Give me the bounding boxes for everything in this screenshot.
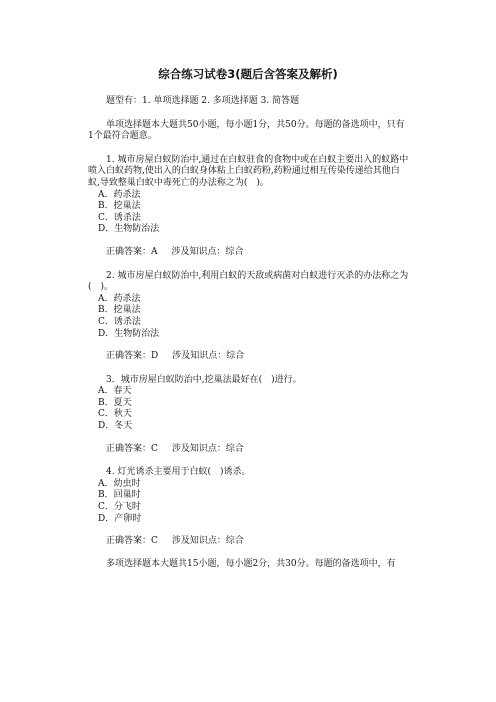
option-c: C．诱杀法 <box>98 316 141 327</box>
knowledge-point: 涉及知识点：综合 <box>171 536 244 547</box>
question-types-line: 题型有：1. 单项选择题 2. 多项选择题 3. 简答题 <box>106 96 300 106</box>
answer-line <box>88 247 410 259</box>
document-body <box>88 96 410 570</box>
option-a: A．幼虫时 <box>98 478 141 489</box>
question-text: 3．城市房屋白蚁防治中,挖巢法最好在( )进行。 <box>106 374 302 385</box>
option-b: B．夏天 <box>98 397 132 408</box>
option-c: C．秋天 <box>98 409 132 420</box>
option-d: D．生物防治法 <box>98 328 160 339</box>
question-4 <box>88 467 410 548</box>
option-d: D．冬天 <box>98 421 133 432</box>
option-a: A．药杀法 <box>98 293 141 304</box>
option-b: B．回巢时 <box>98 490 141 501</box>
option-c: C．诱杀法 <box>98 212 141 223</box>
knowledge-point: 涉及知识点：综合 <box>172 351 245 362</box>
correct-answer: 正确答案：C <box>106 443 158 454</box>
option-b: B．挖巢法 <box>98 201 141 212</box>
question-3 <box>88 375 410 456</box>
option-a: A．春天 <box>98 386 132 397</box>
question-2 <box>88 271 410 363</box>
knowledge-point: 涉及知识点：综合 <box>171 443 244 454</box>
option-c: C．分飞时 <box>98 502 141 513</box>
answer-line <box>88 536 410 548</box>
option-a: A．药杀法 <box>98 189 141 200</box>
knowledge-point: 涉及知识点：综合 <box>171 246 244 257</box>
question-text: 2. 城市房屋白蚁防治中,利用白蚁的天敌或病菌对白蚁进行灭杀的办法称之为( )。 <box>88 270 409 293</box>
correct-answer: 正确答案：C <box>106 536 158 547</box>
option-d: D．产卵时 <box>98 513 142 524</box>
answer-line <box>88 444 410 456</box>
correct-answer: 正确答案：A <box>106 246 158 257</box>
question-text: 4. 灯光诱杀主要用于白蚁( )诱杀。 <box>106 467 251 478</box>
multi-choice-intro: 多项选择题本大题共15小题，每小题2分，共30分。每题的备选项中，有 <box>106 558 396 569</box>
answer-line <box>88 351 410 363</box>
option-b: B．挖巢法 <box>98 305 141 316</box>
correct-answer: 正确答案：D <box>106 351 159 362</box>
question-1 <box>88 155 410 259</box>
single-choice-intro: 单项选择题本大题共50小题，每小题1分，共50分。每题的备选项中，只有1个最符合题意。 <box>88 119 405 142</box>
page-title: 综合练习试卷3(题后含答案及解析) <box>158 67 338 81</box>
option-d: D．生物防治法 <box>98 224 160 235</box>
question-text: 1. 城市房屋白蚁防治中,通过在白蚁驻食的食物中或在白蚁主要出入的蚁路中喷入白蚁药物,使出入的白蚁身体粘上白蚁药粉,药粉通过相互传染传递给其他白蚁,导致整巢白蚁中毒死亡的办法称之为( )。 <box>88 154 409 188</box>
